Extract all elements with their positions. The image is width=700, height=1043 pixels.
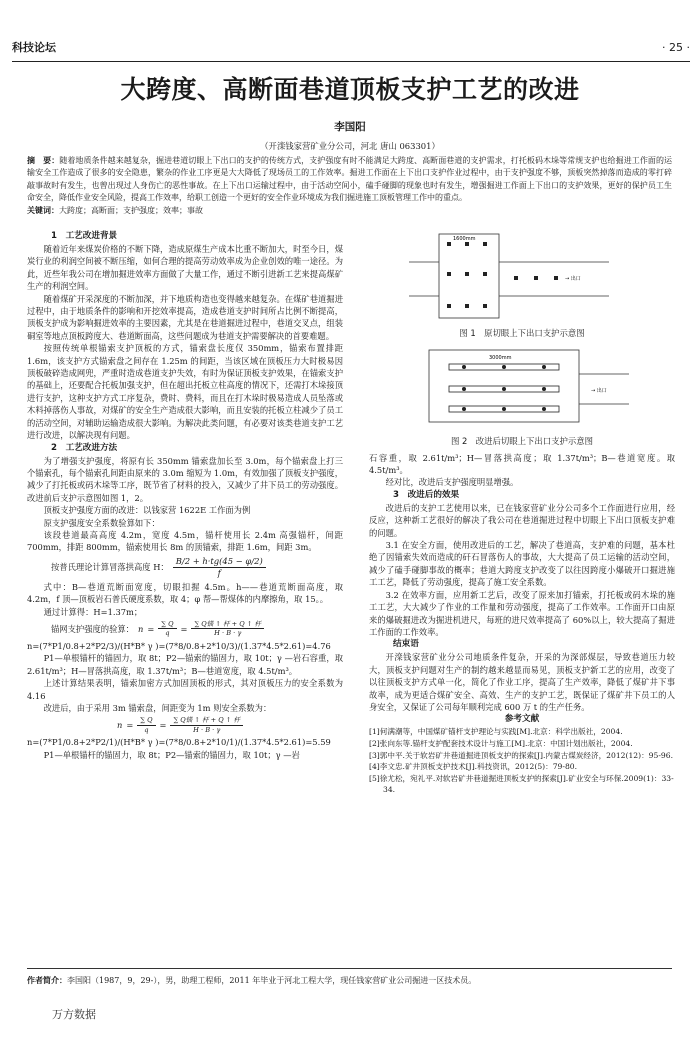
paragraph: P1—单根锚杆的锚固力，取 8t；P2—锚索的锚固力，取 10t；γ —岩 [43, 749, 300, 760]
paragraph: 随着煤矿开采深度的不断加深，并下地质构造也变得越来越复杂。在煤矿巷道掘进过程中，由于地质条件的影响和开挖效率提高，造成巷道支护时间所占比例不断提高，顶板支护成为影响掘进效率的主要因素，尤其是在巷道掘进过程中，巷道交叉点，组装硐室等地点顶板跨度大、巷道断面高，这些问题成为巷道支护需要解决的首要难题。 [27, 293, 343, 341]
fig1-arrow-label: → 出口 [565, 276, 581, 282]
denominator: H · B · γ [214, 629, 242, 638]
abstract [27, 155, 672, 217]
keywords-text: 大跨度；高断面；支护强度；效率；事故 [59, 205, 203, 215]
section-2-heading: 2 工艺改进方法 [51, 442, 118, 453]
fraction [170, 716, 243, 734]
safety-factor-formula: 锚网支护强度的验算： n = $\frac{\sum Q}{q}$ = $\frac{\text{∑ Q锚 ↑ 杆 + Q ↑ 杆}}{H \cdot B \cdot \gamma}$ [51, 620, 343, 638]
affiliation: （开滦钱家营矿业分公司，河北 唐山 063301） [260, 141, 440, 151]
figure-1-caption: 图 1 原切眼上下出口支护示意图 [459, 328, 585, 339]
calculation: n=(7*P1/0.8+2*P2/1)/(H*B* γ )=(7*8/0.8+2*10/1)/(1.37*4.5*2.61)=5.59 [27, 737, 331, 748]
formula-n: n [117, 720, 123, 731]
source-watermark: 万方数据 [52, 1008, 96, 1021]
keywords-label: 关键词： [27, 205, 59, 215]
arch-height-formula [51, 556, 343, 579]
abstract-text: 随着地质条件越来越复杂，掘进巷道切眼上下出口的支护的传统方式，支护强度有时不能满足大跨度、高断面巷道的支护需求，打托板码木垛等常规支护也给掘进工作面的运输安全工作造成了很多的安全隐患，繁杂的作业工序更是大大降低了现场员工的工作效率。掘进工作面在上下出口支护作业过程中，由于支护强度不够，顶板突然掉落而造成的零打碎敲事故时有发生，也曾出现过人身伤亡的恶性事故。在上下出口运输过程中，由于活动空间小，磕手碰脚的现象也时有发生，增强掘进工作面上下出口的支护效果，更好的保护员工生命安全，降低作业安全风险，提高工作效率，给职工创造一个更好的安全作业环境成为我们掘进施工顶板管理工作中的重点。 [27, 156, 673, 203]
figure-2-diagram [369, 346, 675, 428]
formula-n: n [137, 623, 144, 634]
author-bio-label: 作者简介： [27, 976, 67, 985]
paragraph: 改进后，由于采用 3m 锚索盘，间距变为 1m 则安全系数为： [43, 703, 272, 713]
safety-factor-formula-2: n = $\frac{\sum Q}{q}$ = $\frac{\text{∑ Q锚 ↑ 杆 + Q ↑ 杆}}{H \cdot B \cdot \gamma}$ [117, 716, 343, 734]
fig1-dimension: 1600mm [453, 236, 476, 242]
page-number: · 25 · [662, 41, 690, 54]
paragraph: 改进后的支护工艺使用以来，已在钱家营矿业分公司多个工作面进行应用，经反应，这种新工艺很好的解决了我公司在巷道掘进过程中切眼上下出口顶板支护难的问题。 [369, 502, 675, 538]
author-bio [27, 968, 672, 988]
paragraph: 3.1 在安全方面，使用改进后的工艺，解决了巷道高，支护难的问题，基本杜绝了因锚索失效而造成的矸石冒落伤人的事故，大大提高了员工运输的活动空间，减少了磕手碰脚事故的概率；巷道大跨度支护改变了以往因跨度小爆破开口掘进施工工艺，降低了劳动强度，提高了施工安全系数。 [369, 540, 675, 588]
running-header [12, 42, 690, 62]
paragraph: 按照传统单根锚索支护顶板的方式，锚索盘长度仅 350mm，锚索布置排距 1.6m，该支护方式锚索盘之间存在 1.25m 的间距，当该区域在顶板压力大时极易因顶板破碎造成网兜，严重时造成巷道支护失效，有时为保证顶板支护效果，在锚索支护的基础上，还要配合托板加强支护，但在超出托板立柱高度的情况下，还需打木垛接顶进行支护，这种支护方式工序复杂，费时、费料，而且在打木垛时极易造成人员坠落或木料掉落伤人事故，对煤矿的安全生产造成很大影响，而且安装的托板立柱减少了员工的活动空间，对辅助运输造成很大影响。为解决此类问题，有必要对该类巷道支护工艺进行改进，以解决现有问题。 [27, 343, 343, 441]
paragraph: P1—单根锚杆的锚固力，取 8t；P2—锚索的锚固力，取 10t；γ —岩石容重，取 2.61t/m³；H—冒落拱高度，取 1.37t/m³；B—巷道宽度，取 4.5t/m³。 [27, 653, 343, 676]
reference-item: [3]郭中平.关于软岩矿井巷道掘进顶板支护的探索[J].内蒙古煤炭经济，2012(12)：95-96. [369, 750, 673, 760]
paragraph: 式中：B—巷道荒断面宽度，切眼扣握 4.5m。h——巷道荒断面高度，取 4.2m，f 顶—顶板岩石普氏硬度系数，取 4；φ 帮—帮煤体的内摩擦角，取 15。。 [27, 581, 343, 605]
denominator: q [165, 629, 170, 638]
fraction [137, 716, 155, 734]
fraction [191, 620, 264, 638]
denominator: f [217, 567, 221, 578]
right-column [369, 230, 675, 796]
formula-label: 按普氏理论计算冒落拱高度 H： [51, 562, 169, 573]
figure-1-diagram [369, 232, 675, 320]
references-heading: 参考文献 [504, 714, 540, 725]
journal-section: 科技论坛 [12, 41, 56, 54]
fig2-arrow-label: → 出口 [591, 387, 607, 394]
fig2-dimension: 3000mm [489, 354, 512, 361]
section-1-heading: 1 工艺改进背景 [51, 231, 118, 241]
paragraph: 经对比，改进后支护强度明显增强。 [385, 477, 519, 488]
calculation: n=(7*P1/0.8+2*P2/3)/(H*B* γ )=(7*8/0.8+2*10/3)/(1.37*4.5*2.61)=4.76 [27, 640, 331, 651]
abstract-label: 摘 要： [27, 156, 60, 165]
reference-item: [2]张向东等.锚杆支护配套技术设计与施工[M].北京：中国计划出版社，2004. [369, 738, 633, 748]
reference-item: [5]徐尤松，宛礼平.对软岩矿井巷道掘进顶板支护的探索[J].矿业安全与环保.2009(1)：33-34. [369, 773, 674, 795]
article-title: 大跨度、高断面巷道顶板支护工艺的改进 [120, 75, 580, 104]
left-column [27, 230, 343, 761]
conclusion-heading: 结束语 [393, 639, 419, 650]
paragraph: 原支护强度安全系数验算如下： [43, 517, 160, 528]
paragraph: 为了增强支护强度，将原有长 350mm 锚索盘加长至 3.0m，每个锚索盘上打三个锚索孔，每个锚索孔间距由原来的 3.0m 缩短为 1.0m，有效加强了顶板支护强度，减少了打托板或码木垛等工序，既节省了材料的投入，又减少了井下员工的劳动强度。改进前后支护示意图如图 1，2。 [27, 455, 343, 503]
denominator: H · B · γ [193, 725, 221, 734]
denominator: q [144, 725, 149, 734]
author-name: 李国阳 [334, 121, 366, 133]
paragraph: 该段巷道最高高度 4.2m，宽度 4.5m，锚杆使用长 2.4m 高强锚杆，间距 700mm，排距 800mm，锚索使用长 8m 的顶锚索，排距 1.6m，间距 3m。 [27, 529, 343, 553]
reference-list [369, 726, 675, 796]
paragraph: 通过计算得：H=1.37m； [43, 606, 143, 617]
paragraph: 开滦钱家营矿业分公司地质条件复杂，开采的为深部煤层，导致巷道压力较大，顶板支护问题对生产的制约越来越显而易见，顶板支护新工艺的应用，改变了以往顶板支护方式单一化，简化了作业工序，提高了生产效率，降低了煤矿井下事故率，成为更适合煤矿安全、高效、生产的支护工艺，既保证了煤矿井下员工的人身安全，又保证了公司每年顺利完成 600 万 t 的生产任务。 [369, 652, 675, 712]
fraction [158, 620, 176, 638]
numerator: ∑ Q [158, 620, 176, 630]
reference-item: [1]何满潮等，中国煤矿锚杆支护理论与实践[M].北京：科学出版社，2004. [369, 727, 623, 737]
paragraph: 上述计算结果表明，锚索加密方式加固顶板的形式，其对顶板压力的安全系数为 4.16 [27, 678, 343, 701]
numerator: B/2 + h·tg(45 − φ/2) [173, 556, 266, 568]
reference-item: [4]李文忠.矿井顶板支护技术[J].科技资讯，2012(5)：79-80. [369, 762, 578, 772]
author-bio-text: 李国阳（1987，9，29-），男，助理工程师，2011 年毕业于河北工程大学，现任钱家营矿业公司掘进一区技术员。 [67, 976, 477, 985]
keywords [27, 205, 672, 217]
numerator: ∑ Q锚 ↑ 杆 + Q ↑ 杆 [191, 620, 264, 630]
figure-2-caption: 图 2 改进后切眼上下出口支护示意图 [451, 436, 593, 447]
section-3-heading: 3 改进后的效果 [393, 489, 460, 500]
paragraph: 随着近年来煤炭价格的不断下降，造成原煤生产成本比重不断加大，时至今日，煤炭行业的利润空间被不断压缩，如何合理的提高劳动效率成为企业创效的唯一途径。为此，近些年我公司在增加掘进效率方面做了大量工作，通过不断引进新工艺来提高煤矿生产的利润空间。 [27, 244, 343, 292]
fraction [173, 556, 266, 579]
numerator: ∑ Q [137, 716, 155, 726]
paragraph: 3.2 在效率方面，应用新工艺后，改变了原来加打锚索，打托板或码木垛的施工工艺，大大减少了作业的工作量和劳动强度，提高了工作效率。工作面开口由原来的爆破掘进改为掘进机进尺，每班的进尺效率提高了 60%以上，较大提高了掘进工作面的工作效率。 [369, 589, 675, 637]
numerator: ∑ Q锚 ↑ 杆 + Q ↑ 杆 [170, 716, 243, 726]
paragraph: 石容重，取 2.61t/m³；H—冒落拱高度；取 1.37t/m³；B—巷道宽度。取 4.5t/m³。 [369, 452, 675, 476]
paragraph: 顶板支护强度方面的改进：以钱家营 1622E 工作面为例 [43, 505, 251, 516]
formula-label: 锚网支护强度的验算： [51, 623, 134, 634]
